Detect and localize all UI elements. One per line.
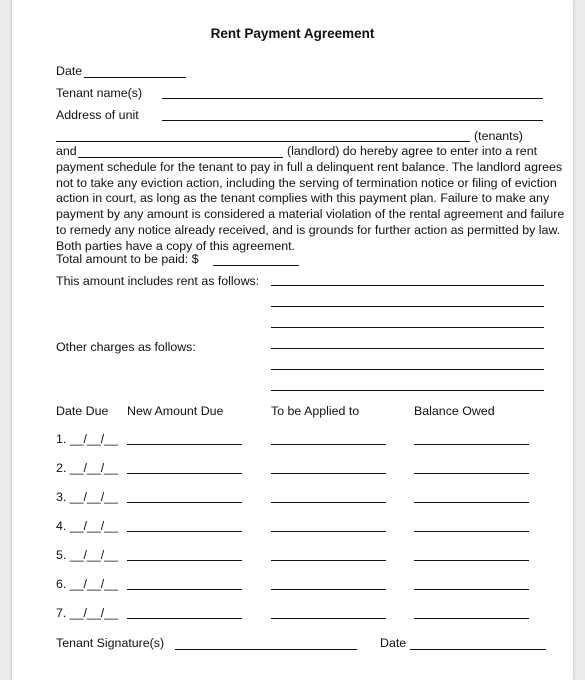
charges-line-2[interactable] (271, 369, 544, 370)
document-title: Rent Payment Agreement (210, 26, 375, 41)
row-applied-line[interactable] (271, 531, 386, 532)
row-date[interactable]: 4. __/__/__ (56, 519, 119, 533)
total-amount-field-line[interactable] (213, 265, 299, 266)
landlord-fill-line[interactable] (78, 157, 283, 158)
agreement-line: not to take any eviction action, including the serving of termination notice or filing of eviction (56, 175, 557, 190)
header-new-amount-due: New Amount Due (127, 404, 224, 418)
signature-date-line[interactable] (410, 649, 546, 650)
tenants-label: (tenants) (474, 129, 523, 143)
row-date[interactable]: 7. __/__/__ (56, 606, 119, 620)
row-amount-line[interactable] (127, 502, 242, 503)
other-charges-label: Other charges as follows: (56, 340, 196, 354)
row-amount-line[interactable] (127, 618, 242, 619)
header-balance-owed: Balance Owed (414, 404, 495, 418)
header-to-be-applied: To be Applied to (271, 404, 360, 418)
row-date[interactable]: 3. __/__/__ (56, 490, 119, 504)
row-date[interactable]: 1. __/__/__ (56, 432, 119, 446)
includes-rent-label: This amount includes rent as follows: (56, 274, 260, 288)
header-date-due: Date Due (56, 404, 109, 418)
address-label: Address of unit (56, 108, 139, 122)
row-balance-line[interactable] (414, 473, 529, 474)
tenant-names-field-line[interactable] (162, 98, 543, 99)
row-amount-line[interactable] (127, 444, 242, 445)
row-amount-line[interactable] (127, 473, 242, 474)
row-balance-line[interactable] (414, 531, 529, 532)
rent-line-1[interactable] (271, 285, 544, 286)
row-balance-line[interactable] (414, 560, 529, 561)
row-date[interactable]: 2. __/__/__ (56, 461, 119, 475)
tenant-names-label: Tenant name(s) (56, 86, 143, 100)
row-applied-line[interactable] (271, 589, 386, 590)
document-page (12, 0, 573, 680)
row-amount-line[interactable] (127, 589, 242, 590)
rent-line-2[interactable] (271, 306, 544, 307)
agreement-line: payment schedule for the tenant to pay in full a delinquent rent balance. The landlord agrees (56, 160, 563, 174)
row-balance-line[interactable] (414, 502, 529, 503)
row-applied-line[interactable] (271, 618, 386, 619)
row-date[interactable]: 6. __/__/__ (56, 577, 119, 591)
row-applied-line[interactable] (271, 444, 386, 445)
charges-line-3[interactable] (271, 390, 544, 391)
agreement-paragraph (56, 160, 565, 254)
agreement-line: action in court, as long as the tenant complies with this payment plan. Failure to make any (56, 191, 550, 206)
row-applied-line[interactable] (271, 473, 386, 474)
tenant-signature-line[interactable] (175, 649, 357, 650)
rent-line-3[interactable] (271, 327, 544, 328)
row-applied-line[interactable] (271, 502, 386, 503)
tenant-signature-label: Tenant Signature(s) (56, 636, 165, 650)
row-balance-line[interactable] (414, 589, 529, 590)
row-applied-line[interactable] (271, 560, 386, 561)
row-amount-line[interactable] (127, 560, 242, 561)
address-field-line[interactable] (162, 120, 543, 121)
date-label: Date (56, 64, 83, 78)
landlord-text: (landlord) do hereby agree to enter into a rent (287, 144, 538, 158)
row-balance-line[interactable] (414, 444, 529, 445)
and-text: and (56, 144, 77, 158)
row-amount-line[interactable] (127, 531, 242, 532)
agreement-line: Both parties have a copy of this agreement. (56, 238, 296, 253)
agreement-line: payment by any amount is considered a material violation of the rental agreement and failure (56, 207, 565, 222)
total-amount-label: Total amount to be paid: $ (56, 252, 199, 266)
agreement-line: to remedy any notice already received, and is grounds for further action as permitted by law. (56, 222, 561, 237)
charges-line-1[interactable] (271, 348, 544, 349)
date-field-line[interactable] (84, 77, 186, 78)
tenants-fill-line[interactable] (56, 141, 470, 142)
row-balance-line[interactable] (414, 618, 529, 619)
row-date[interactable]: 5. __/__/__ (56, 548, 119, 562)
signature-date-label: Date (380, 636, 407, 650)
